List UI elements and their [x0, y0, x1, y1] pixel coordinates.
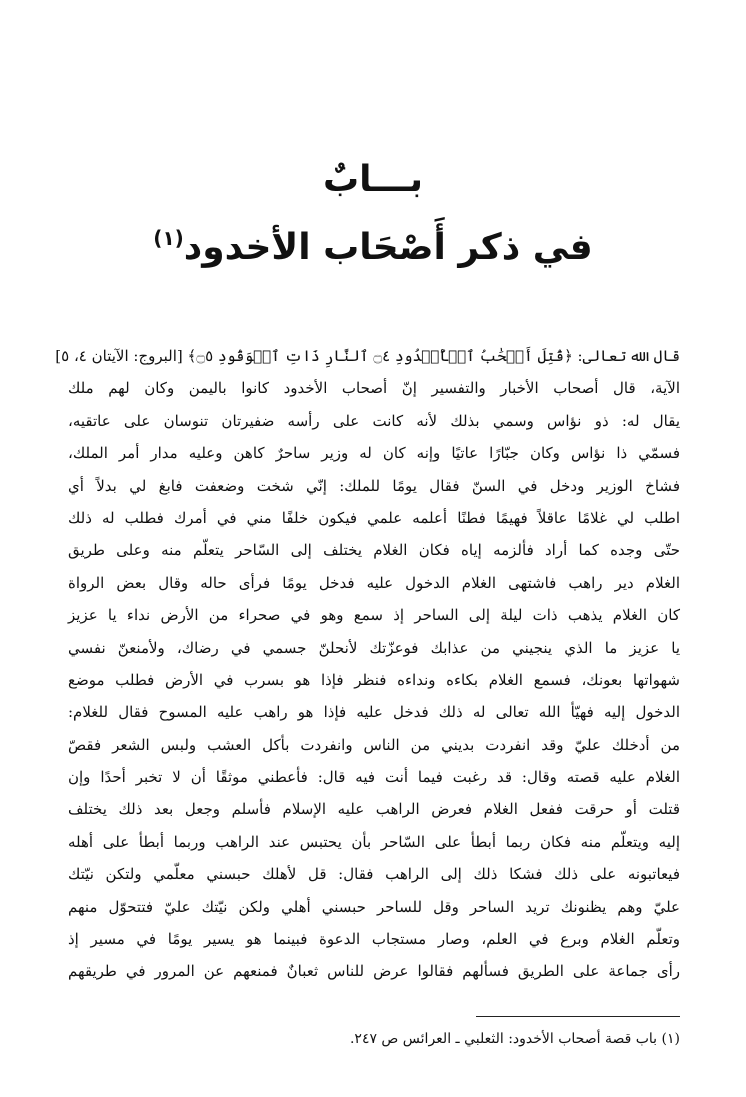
- body-line: فسمّي ذا نؤاس وكان جبّارًا عاتيًا وإنه كان له وزير ساحرٌ كاهن وعليه مدار أمر الملك،: [68, 444, 680, 463]
- chapter-title-text: في ذكر أَصْحَاب الأخدود: [183, 227, 593, 268]
- body-line: قتلت أو حرقت ففعل الغلام فعرض الراهب عليه الإسلام فأسلم وجعل بعد ذلك يختلف: [68, 800, 680, 819]
- body-line: يا عزيز ما الذي ينجيني من عذابك فوعزّتك لأنحلنّ جسمي في رضاك، ولأمنعنّ نفسي: [68, 638, 680, 657]
- body-line: إليه ويتعلّم منه فكان ربما أبطأ على السّاحر بأن يحتبس عند الراهب وربما أبطأ على أهله: [68, 832, 680, 851]
- body-line: الغلام عليه قصته وقال: قد رغبت فيما أنت فيه قال: فأعطني موثقًا أن لا تخبر أحدًا وإن: [68, 768, 680, 787]
- footnote-divider: [476, 1016, 680, 1017]
- body-line: فشاخ الوزير ودخل في السنّ فقال يومًا للملك: إنّي شخت وضعفت فابغ لي بدلاً أي: [68, 476, 680, 495]
- body-line: الآية، قال أصحاب الأخبار والتفسير إنّ أصحاب الأخدود كانوا باليمن وكان لهم ملك: [68, 379, 680, 398]
- body-line: حتّى وجده كما أراد فألزمه إياه فكان الغلام يختلف إلى السّاحر يتعلّم منه وعلى طريق: [68, 541, 680, 560]
- body-line: رأى جماعة على الطريق فسألهم فقالوا عرض للناس ثعبانٌ فمنعهم عن المرور في طريقهم: [68, 962, 680, 981]
- chapter-word: بـــابٌ: [322, 159, 424, 200]
- body-line: وتعلّم الغلام وبرع في العلم، وصار مستجاب الدعوة فبينما هو يسير يومًا في مسير إذ: [68, 930, 680, 949]
- body-line: الدخول إليه فهيّأ الله تعالى له ذلك فدخل عليه فإذا هو راهب عليه المسوح فقال للغلام:: [68, 703, 680, 722]
- chapter-title: [0, 214, 746, 272]
- body-line: يقال له: ذو نؤاس وسمي بذلك لأنه كانت على رأسه ضفيرتان تنوسان على عاتقيه،: [68, 411, 680, 430]
- body-text: [55, 340, 680, 988]
- body-line: كان الغلام يذهب ذات ليلة إلى الساحر إذ سمع وهو في صحراء من الأرض نداء يا عزيز: [68, 606, 680, 625]
- body-line: شهواتها بعونك، فسمع الغلام بكاءه ونداءه فنظر فإذا هو بسرب في الأرض فطلب موضع: [68, 670, 680, 689]
- footnote: (١) باب قصة أصحاب الأخدود: الثعلبي ـ العرائس ص ٢٤٧.: [349, 1031, 680, 1047]
- body-line: الغلام دير راهب فاشتهى الغلام الدخول عليه فدخل يومًا فرأى حاله وقال بعض الرواة: [68, 573, 680, 592]
- body-line: عليّ وهم يظنونك تريد الساحر وقل للساحر حبسني أهلي ولكن نيّتك عليّ فتتحوّل منهم: [68, 897, 680, 916]
- body-line: قال الله تعالى: ﴿قُتِلَ أَصۡحَٰبُ ٱلۡأُخۡدُودِ ۝٤ ٱلنَّارِ ذَاتِ ٱلۡوَقُودِ ۝٥﴾ [البروج: الآيتان ٤، ٥]: [55, 347, 680, 365]
- footnote-marker: (١): [153, 226, 184, 250]
- body-line: اطلب لي غلامًا عاقلاً فهيمًا فطنًا أعلمه علمي فيكون خلفًا مني في أمرك فطلب له ذلك: [68, 508, 680, 527]
- body-line: من أدخلك عليّ وقد انفردت بديني من الناس وانفردت بأكل العشب ولبس الشعر فقصّ: [68, 735, 680, 754]
- body-line: فيعاتبونه على ذلك فشكا ذلك إلى الراهب فقال: قل لأهلك حبسني معلّمي ولتكن نيّتك: [68, 865, 680, 884]
